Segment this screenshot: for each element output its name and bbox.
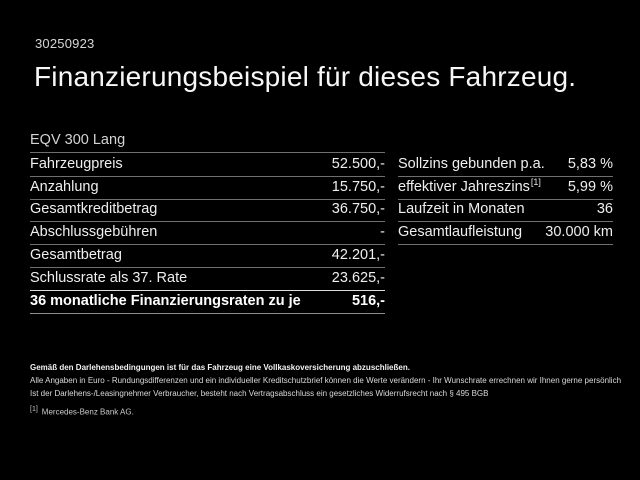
- table-row: [30, 222, 385, 245]
- row-value: 5,99 %: [567, 178, 613, 195]
- row-label: Abschlussgebühren: [30, 224, 158, 241]
- page-title: Finanzierungsbeispiel für dieses Fahrzeug.: [34, 61, 577, 92]
- row-value: -: [380, 224, 385, 241]
- row-label: Gesamtbetrag: [30, 246, 122, 263]
- vehicle-model: [30, 131, 385, 153]
- row-label: effektiver Jahreszins: [398, 178, 530, 195]
- table-row: [398, 177, 613, 200]
- row-label: Gesamtkreditbetrag: [30, 201, 158, 218]
- table-row: [398, 200, 613, 223]
- vehicle-model-label: EQV 300 Lang: [30, 132, 126, 148]
- table-row: [30, 200, 385, 223]
- row-value: 36.750,-: [331, 201, 385, 218]
- legal-notes: [30, 361, 622, 401]
- footnote-marker: [1]: [530, 176, 541, 187]
- row-value: 15.750,-: [331, 178, 385, 195]
- row-label: Sollzins gebunden p.a.: [398, 155, 545, 172]
- row-value: 36: [596, 201, 613, 218]
- row-label: Schlussrate als 37. Rate: [30, 269, 188, 286]
- footnote-marker: [1]: [30, 406, 38, 413]
- table-row: [398, 154, 613, 177]
- row-value: 42.201,-: [331, 246, 385, 263]
- row-value: 516,-: [351, 292, 385, 309]
- row-label: 36 monatliche Finanzierungsraten zu je: [30, 292, 301, 309]
- table-row: [398, 222, 613, 245]
- row-value: 52.500,-: [331, 155, 385, 172]
- disclaimer-line: Alle Angaben in Euro - Rundungsdifferenzen und ein individueller Kreditschutzbrief können die Werte verändern - Ihr Wunschrate errechnen wir Ihnen gerne persönlich: [30, 376, 622, 386]
- row-label: Fahrzeugpreis: [30, 155, 123, 172]
- row-label: Gesamtlaufleistung: [398, 224, 523, 241]
- disclaimer-line: Ist der Darlehens-/Leasingnehmer Verbraucher, besteht nach Vertragsabschluss ein gesetzliches Widerrufsrecht nach § 495 BGB: [30, 389, 489, 399]
- table-row: [30, 177, 385, 200]
- table-row: [30, 154, 385, 177]
- financing-table: [30, 154, 385, 314]
- document-number: 30250923: [35, 36, 95, 51]
- row-value: 23.625,-: [331, 269, 385, 286]
- row-label: Anzahlung: [30, 178, 99, 195]
- insurance-note: Gemäß den Darlehensbedingungen ist für das Fahrzeug eine Vollkaskoversicherung abzuschließen.: [30, 363, 410, 372]
- table-row: [30, 268, 385, 291]
- row-label: Laufzeit in Monaten: [398, 201, 525, 218]
- footnote: [30, 406, 134, 417]
- row-value: 5,83 %: [567, 155, 613, 172]
- table-row: [30, 245, 385, 268]
- row-value: 30.000 km: [545, 224, 613, 241]
- table-row-total: [30, 291, 385, 314]
- footnote-text: Mercedes-Benz Bank AG.: [41, 407, 134, 417]
- conditions-table: [398, 154, 613, 245]
